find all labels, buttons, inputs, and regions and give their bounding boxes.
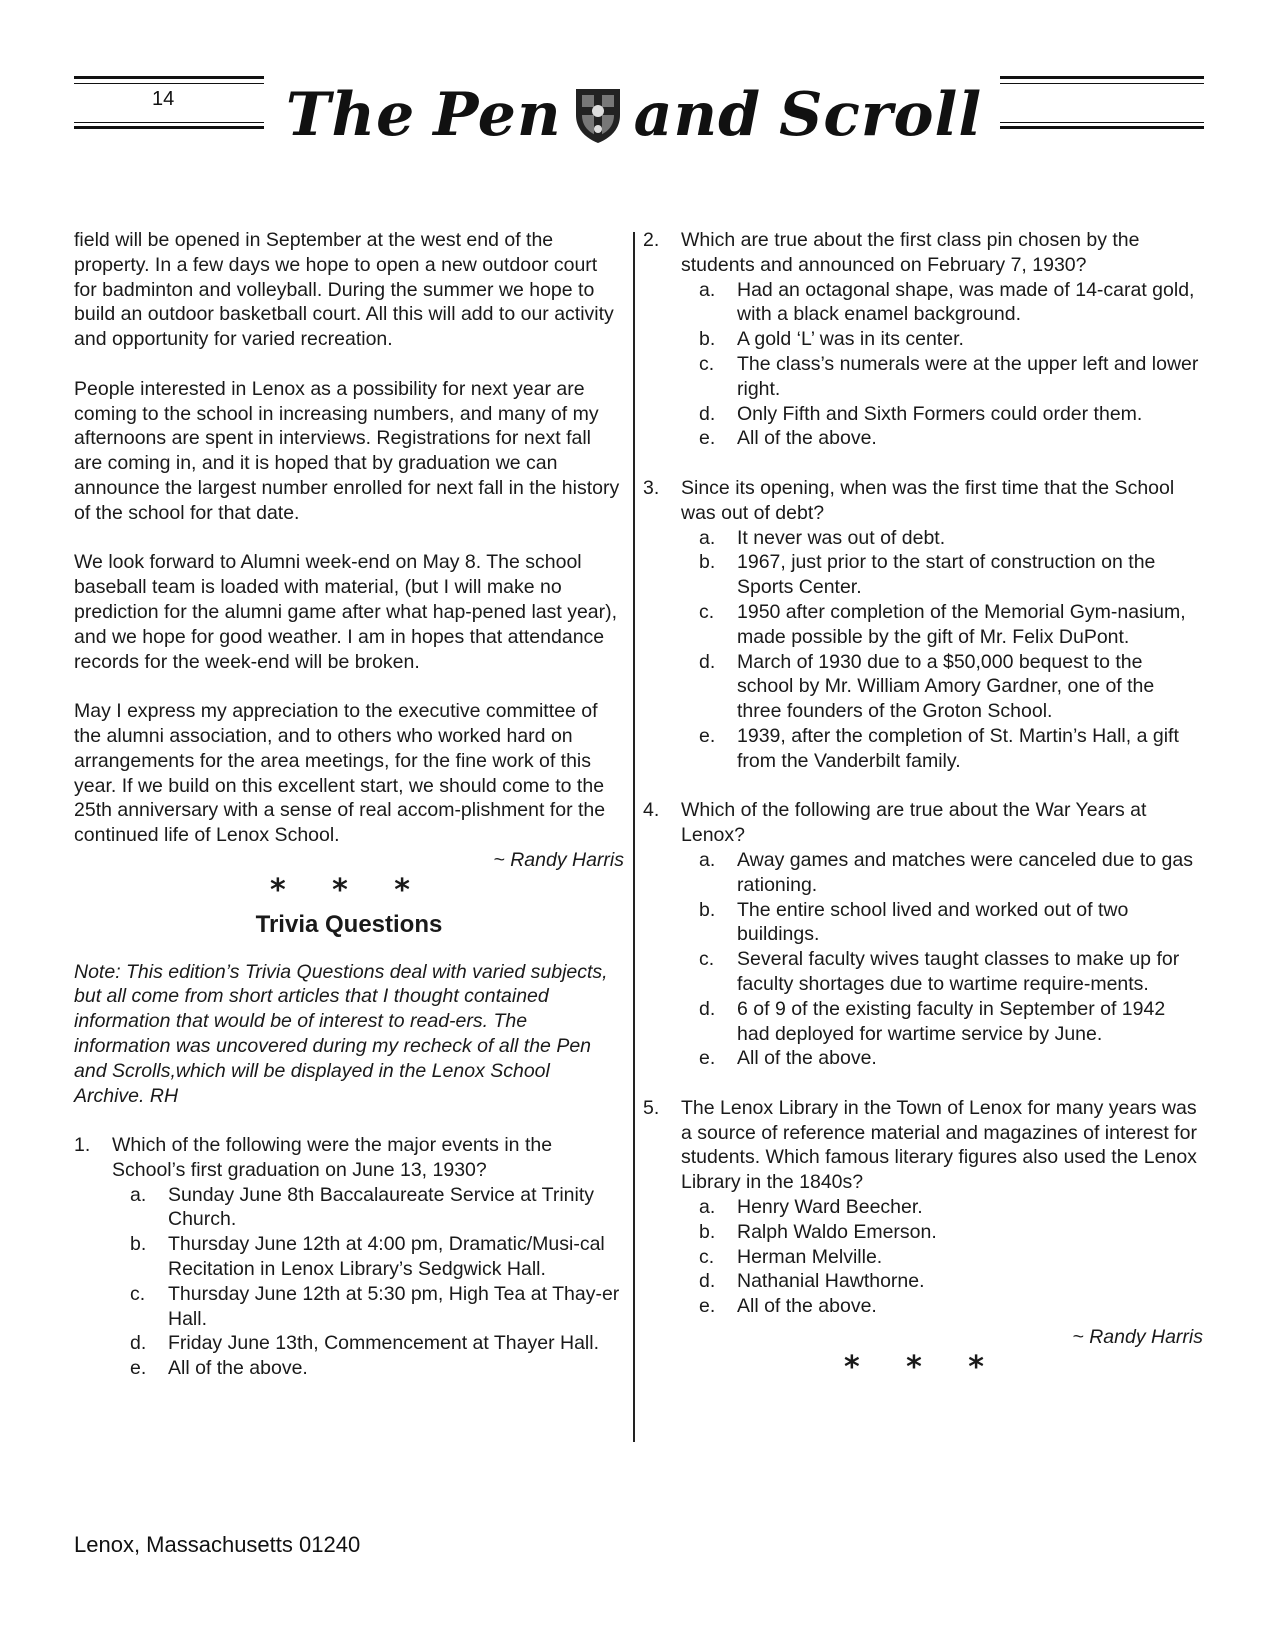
option-text: Sunday June 8th Baccalaureate Service at Trinity Church. [168,1183,594,1231]
signature: ~ Randy Harris [493,848,624,871]
option-text: Friday June 13th, Commencement at Thayer Hall. [168,1332,599,1355]
option-item [681,1046,1203,1071]
option-text: All of the above. [168,1357,308,1380]
option-item [681,650,1203,724]
masthead-rule-right [1000,76,1204,132]
left-column [74,228,624,1406]
question-number: 2. [643,229,660,251]
option-text: Away games and matches were canceled due to gas rationing. [737,848,1193,896]
masthead-title [270,70,998,160]
option-letter: c. [699,352,715,375]
option-letter: b. [130,1233,147,1256]
option-text: All of the above. [737,427,877,450]
body-paragraph: May I express my appreciation to the executive committee of the alumni association, and to others who worked hard on arrangements for the area meetings, for the fine work of this year. If we build on this excellent start, we should come to the 25th anniversary with a sense of real accom-plishment for the continued life of Lenox School. [74,700,606,847]
option-letter: e. [130,1357,147,1380]
option-letter: c. [699,1245,715,1268]
question-number: 3. [643,476,660,499]
section-separator: * * * [270,872,428,908]
question-number: 4. [643,799,660,822]
option-item [681,997,1203,1047]
crest-icon [572,85,624,145]
option-letter: e. [699,1047,716,1070]
option-letter: a. [699,848,716,871]
option-text: Herman Melville. [737,1245,883,1268]
question-number: 1. [74,1134,91,1157]
question-text: The Lenox Library in the Town of Lenox for many years was a source of reference material and magazines of interest for students. Which famous literary figures also used the Lenox Library in the 1840s? [681,1096,1197,1194]
question-text: Which of the following are true about the War Years at Lenox? [681,799,1147,847]
footer-address: Lenox, Massachusetts 01240 [74,1532,361,1557]
option-text: Thursday June 12th at 5:30 pm, High Tea at Thay-er Hall. [168,1282,620,1330]
option-item [681,278,1203,328]
option-text: Had an octagonal shape, was made of 14-carat gold, with a black enamel background. [737,278,1195,326]
option-letter: c. [130,1282,146,1305]
question-text: Which are true about the first class pin chosen by the students and announced on February 7, 1930? [681,229,1140,276]
trivia-question [643,1096,1203,1319]
trivia-question [74,1133,624,1381]
option-letter: b. [699,1220,716,1243]
option-text: 6 of 9 of the existing faculty in September of 1942 had deployed for wartime service by June. [737,997,1166,1045]
option-item [112,1356,624,1381]
option-item [112,1331,624,1356]
signature: ~ Randy Harris [1072,1326,1203,1349]
option-text: Henry Ward Beecher. [737,1196,923,1219]
option-letter: b. [699,898,716,921]
option-letter: a. [699,278,716,301]
option-item [681,1245,1203,1270]
right-column [643,228,1203,1385]
option-text: All of the above. [737,1047,877,1070]
body-paragraph: We look forward to Alumni week-end on May 8. The school baseball team is loaded with material, (but I will make no prediction for the alumni game after what hap-pened last year), and we hope for good weather. I am in hopes that attendance records for the week-end will be broken. [74,551,618,673]
option-list [681,278,1203,452]
trivia-question [643,798,1203,1071]
body-paragraph: People interested in Lenox as a possibility for next year are coming to the school in increasing numbers, and many of my afternoons are spent in interviews. Registrations for next fall are coming in, and it is hoped that by graduation we can announce the largest number enrolled for next fall in the history of the school for that date. [74,377,620,524]
option-list [112,1183,624,1381]
option-item [681,1220,1203,1245]
option-item [681,402,1203,427]
option-list [681,848,1203,1071]
option-text: Only Fifth and Sixth Formers could order them. [737,402,1143,425]
option-item [681,327,1203,352]
title-word-scroll: Scroll [779,80,983,150]
trivia-question [643,476,1203,774]
option-text: A gold ‘L’ was in its center. [737,328,964,351]
option-list [681,1195,1203,1319]
option-item [681,1294,1203,1319]
option-letter: a. [699,526,716,549]
question-text: Since its opening, when was the first time that the School was out of debt? [681,476,1175,524]
option-item [681,898,1203,948]
option-letter: b. [699,328,716,351]
option-text: The entire school lived and worked out of two buildings. [737,898,1129,946]
option-text: Thursday June 12th at 4:00 pm, Dramatic/Musi-cal Recitation in Lenox Library’s Sedgwick Hall. [168,1233,605,1281]
option-item [681,526,1203,551]
option-letter: e. [699,724,716,747]
option-item [112,1232,624,1282]
option-item [681,600,1203,650]
option-item [681,1269,1203,1294]
option-text: 1939, after the completion of St. Martin’s Hall, a gift from the Vanderbilt family. [737,724,1179,772]
option-text: 1950 after completion of the Memorial Gym-nasium, made possible by the gift of Mr. Felix DuPont. [737,600,1186,648]
option-letter: d. [699,650,716,673]
option-letter: e. [699,1295,716,1318]
option-letter: e. [699,427,716,450]
body-paragraph: field will be opened in September at the west end of the property. In a few days we hope to open a new outdoor court for badminton and volleyball. During the summer we hope to build an outdoor basketball court. All this will add to our activity and opportunity for varied recreation. [74,229,614,351]
option-text: Ralph Waldo Emerson. [737,1220,937,1243]
editor-note: Note: This edition’s Trivia Questions deal with varied subjects, but all come from short articles that I thought contained information that would be of interest to read-ers. The information was uncovered during my recheck of all the Pen and Scrolls,which will be displayed in the Lenox School Archive. RH [74,960,608,1107]
option-letter: c. [699,948,715,971]
option-text: 1967, just prior to the start of construction on the Sports Center. [737,551,1156,599]
column-divider [633,232,635,1442]
option-letter: a. [130,1183,147,1206]
question-text: Which of the following were the major events in the School’s first graduation on June 13, 1930? [112,1134,553,1181]
option-item [681,724,1203,774]
option-letter: d. [699,402,716,425]
title-word-the: The [285,80,416,150]
trivia-question [643,228,1203,451]
option-text: The class’s numerals were at the upper left and lower right. [737,352,1199,400]
option-text: It never was out of debt. [737,526,946,549]
option-letter: b. [699,551,716,574]
option-letter: c. [699,600,715,623]
section-separator: * * * [844,1349,1002,1385]
option-letter: d. [699,997,716,1020]
option-text: All of the above. [737,1295,877,1318]
title-word-pen: Pen [433,80,562,150]
option-item [681,947,1203,997]
option-item [112,1183,624,1233]
option-letter: a. [699,1196,716,1219]
option-item [681,426,1203,451]
option-item [112,1282,624,1332]
option-list [681,526,1203,774]
page-number: 14 [152,88,175,110]
option-letter: d. [699,1270,716,1293]
section-title: Trivia Questions [255,910,443,938]
masthead [74,70,1204,160]
option-text: Several faculty wives taught classes to make up for faculty shortages due to wartime require-ments. [737,948,1180,995]
option-item [681,1195,1203,1220]
option-item [681,550,1203,600]
option-letter: d. [130,1332,147,1355]
question-number: 5. [643,1096,660,1119]
option-item [681,352,1203,402]
option-text: March of 1930 due to a $50,000 bequest to the school by Mr. William Amory Gardner, one of the three founders of the Groton School. [737,650,1155,723]
option-item [681,848,1203,898]
title-word-and: and [633,80,762,150]
option-text: Nathanial Hawthorne. [737,1270,925,1293]
